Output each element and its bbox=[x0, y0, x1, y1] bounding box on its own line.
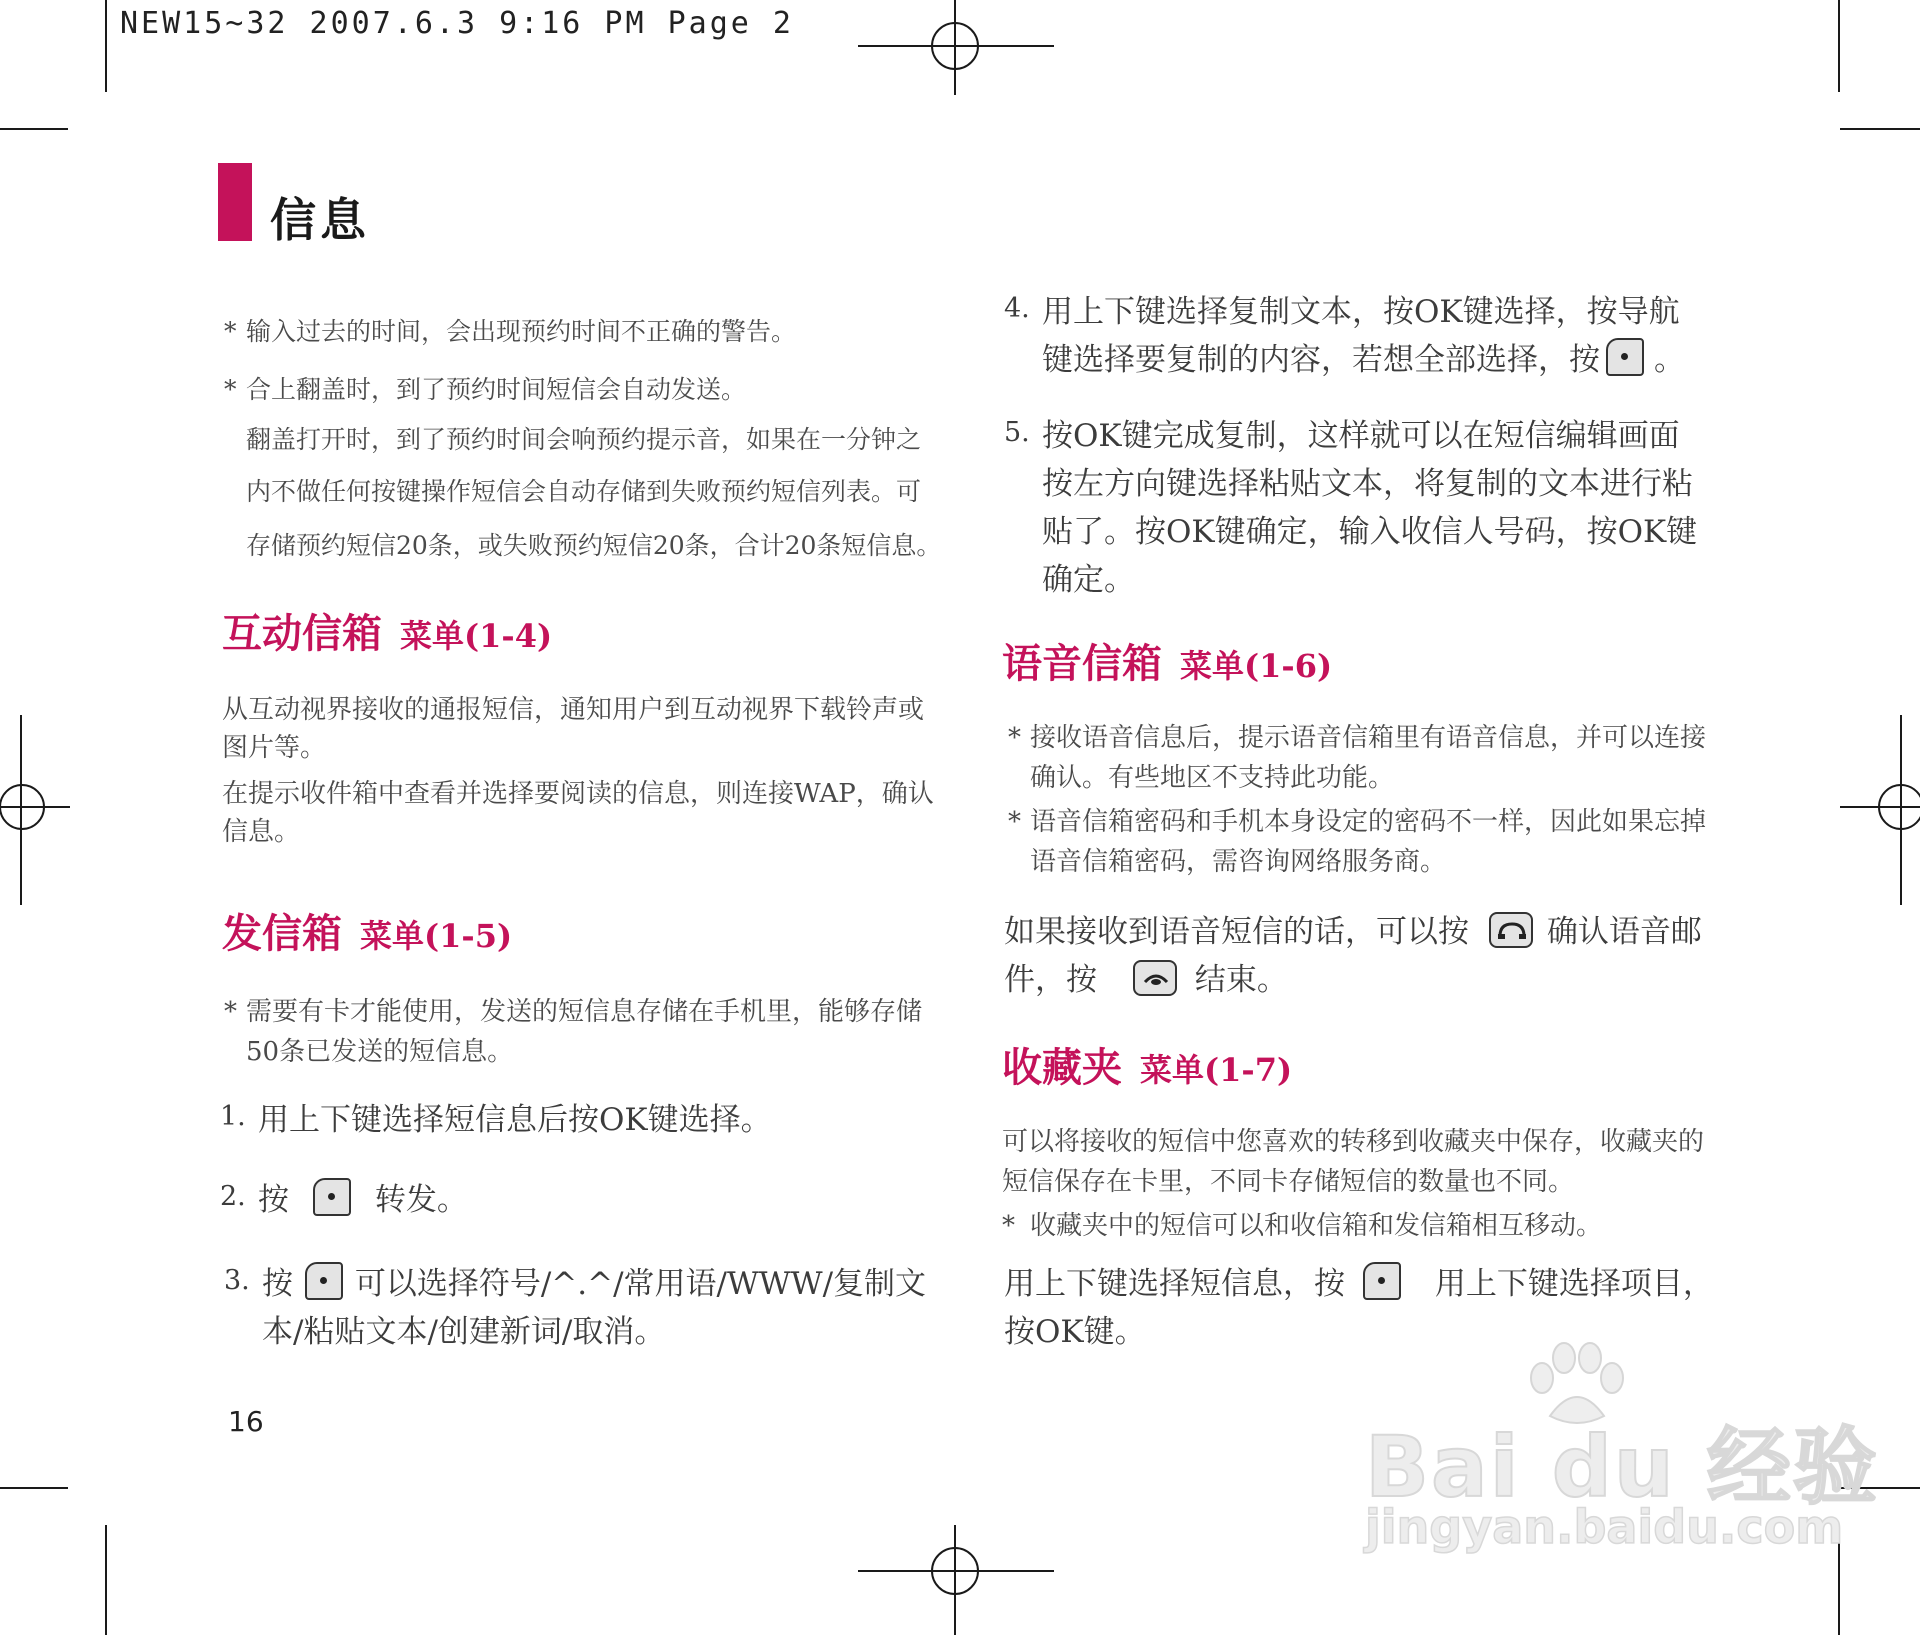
menu-soft-key-icon bbox=[1606, 338, 1644, 376]
title-accent-bar bbox=[218, 163, 252, 241]
section-body-line: 图片等。 bbox=[222, 733, 327, 763]
page-number: 16 bbox=[228, 1405, 264, 1438]
crop-mark bbox=[0, 1487, 68, 1489]
end-key-icon bbox=[1133, 960, 1177, 996]
step-3: 3. 按 可以选择符号/^.^/常用语/WWW/复制文 bbox=[262, 1260, 926, 1308]
section-heading-outbox: 发信箱 菜单(1-5) bbox=[222, 911, 513, 957]
note-continuation: 50条已发送的短信息。 bbox=[246, 1037, 514, 1067]
note-item: * 收藏夹中的短信可以和收信箱和发信箱相互移动。 bbox=[1002, 1211, 1603, 1241]
step-1: 1. 用上下键选择短信息后按OK键选择。 bbox=[220, 1101, 772, 1138]
section-body-line: 在提示收件箱中查看并选择要阅读的信息，则连接WAP，确认 bbox=[222, 779, 934, 809]
crop-mark bbox=[1840, 128, 1920, 130]
note-continuation: 内不做任何按键操作短信会自动存储到失败预约短信列表。可 bbox=[246, 477, 922, 506]
registration-mark-icon bbox=[858, 1525, 1054, 1635]
note-item: * 接收语音信息后，提示语音信箱里有语音信息，并可以连接 bbox=[1008, 723, 1707, 753]
crop-mark bbox=[1838, 0, 1840, 92]
print-header: NEW15~32 2007.6.3 9:16 PM Page 2 bbox=[120, 6, 794, 41]
menu-soft-key-icon bbox=[313, 1178, 351, 1216]
menu-soft-key-icon bbox=[1363, 1262, 1401, 1300]
step-4-continuation: 键选择要复制的内容，若想全部选择，按 。 bbox=[1042, 336, 1685, 384]
voicemail-instruction-continuation: 件，按 结束。 bbox=[1004, 962, 1288, 998]
section-body-line: 从互动视界接收的通报短信，通知用户到互动视界下载铃声或 bbox=[222, 695, 925, 725]
page-title: 信息 bbox=[270, 193, 370, 247]
section-heading-voicemail: 语音信箱 菜单(1-6) bbox=[1002, 641, 1333, 687]
step-4: 4. 用上下键选择复制文本，按OK键选择，按导航 bbox=[1004, 293, 1680, 330]
crop-mark bbox=[105, 1525, 107, 1635]
note-continuation: 确认。有些地区不支持此功能。 bbox=[1030, 763, 1395, 793]
watermark-logo: Bai du 经验 bbox=[1365, 1418, 1879, 1516]
note-continuation: 存储预约短信20条，或失败预约短信20条，合计20条短信息。 bbox=[246, 531, 942, 560]
note-item: * 输入过去的时间，会出现预约时间不正确的警告。 bbox=[224, 317, 797, 346]
step-5-continuation: 贴了。按OK键确定，输入收信人号码，按OK键 bbox=[1042, 514, 1698, 550]
step-5-continuation: 按左方向键选择粘贴文本，将复制的文本进行粘 bbox=[1042, 466, 1693, 502]
note-item: * 语音信箱密码和手机本身设定的密码不一样，因此如果忘掉 bbox=[1008, 807, 1707, 837]
send-key-icon bbox=[1489, 912, 1533, 948]
step-3-continuation: 本/粘贴文本/创建新词/取消。 bbox=[262, 1314, 666, 1350]
step-5-continuation: 确定。 bbox=[1042, 562, 1135, 598]
section-body-line: 可以将接收的短信中您喜欢的转移到收藏夹中保存，收藏夹的 bbox=[1002, 1127, 1705, 1157]
crop-mark bbox=[105, 0, 107, 92]
menu-soft-key-icon bbox=[305, 1262, 343, 1300]
favorites-instruction-continuation: 按OK键。 bbox=[1004, 1314, 1146, 1350]
note-continuation: 语音信箱密码，需咨询网络服务商。 bbox=[1030, 847, 1447, 877]
registration-mark-icon bbox=[0, 772, 70, 842]
section-heading-interactive-inbox: 互动信箱 菜单(1-4) bbox=[222, 611, 553, 657]
crop-mark bbox=[0, 128, 68, 130]
note-item: * 合上翻盖时，到了预约时间短信会自动发送。 bbox=[224, 375, 747, 404]
step-2: 2. 按 转发。 bbox=[258, 1176, 468, 1224]
registration-mark-icon bbox=[858, 0, 1054, 95]
section-body-line: 信息。 bbox=[222, 817, 301, 847]
note-continuation: 翻盖打开时，到了预约时间会响预约提示音，如果在一分钟之 bbox=[246, 425, 922, 454]
voicemail-instruction: 如果接收到语音短信的话，可以按 确认语音邮 bbox=[1004, 914, 1702, 950]
section-heading-favorites: 收藏夹 菜单(1-7) bbox=[1002, 1045, 1293, 1091]
step-5: 5. 按OK键完成复制，这样就可以在短信编辑画面 bbox=[1004, 417, 1680, 454]
note-item: * 需要有卡才能使用，发送的短信息存储在手机里，能够存储 bbox=[224, 997, 923, 1027]
watermark-url: jingyan.baidu.com bbox=[1365, 1500, 1844, 1554]
registration-mark-icon bbox=[1840, 772, 1920, 842]
favorites-instruction: 用上下键选择短信息，按 用上下键选择项目， bbox=[1004, 1260, 1714, 1308]
section-body-line: 短信保存在卡里，不同卡存储短信的数量也不同。 bbox=[1002, 1167, 1575, 1197]
